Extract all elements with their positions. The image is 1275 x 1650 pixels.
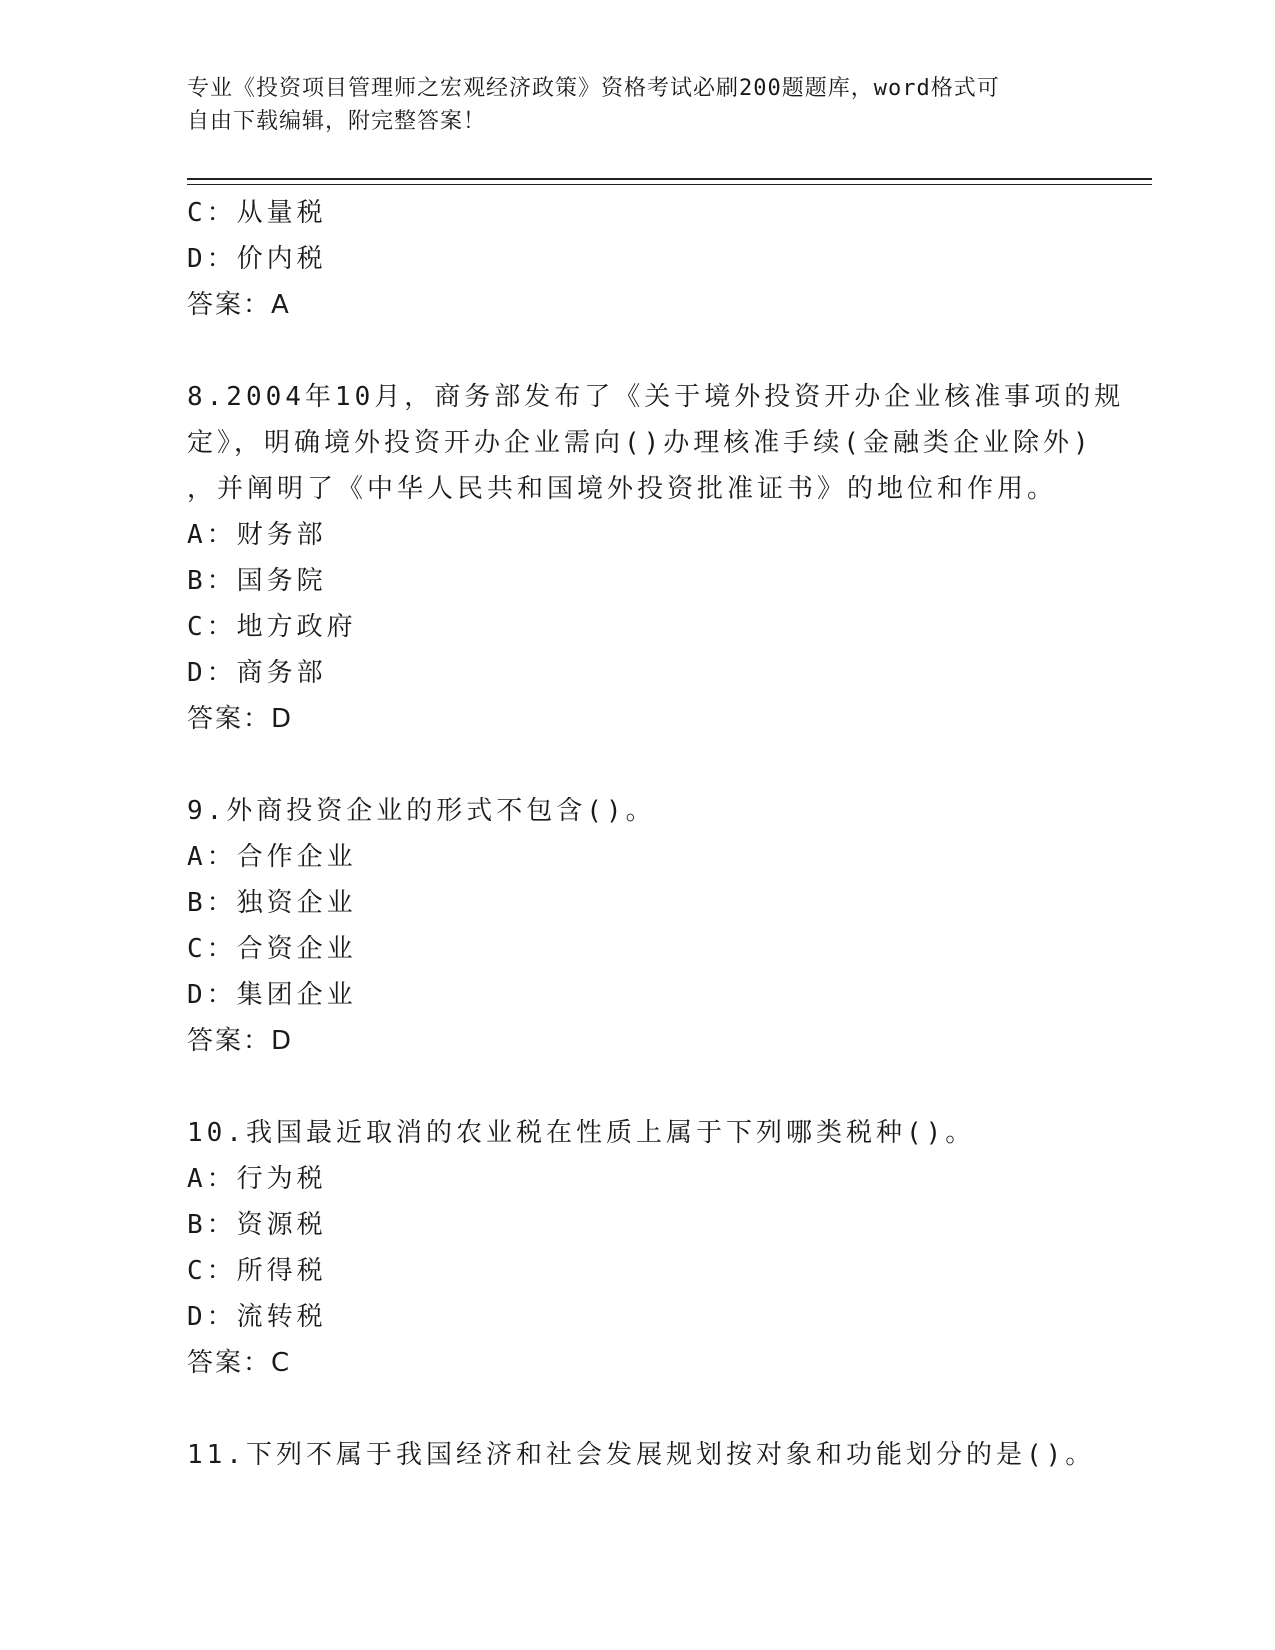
option-d: D：集团企业 — [187, 980, 357, 1010]
answer-line: 答案：C — [187, 1348, 292, 1378]
question-block-prev — [187, 190, 1107, 328]
option-c: C：地方政府 — [187, 612, 357, 642]
option-c: C：合资企业 — [187, 934, 357, 964]
page-header — [187, 72, 1087, 138]
question-block-11 — [187, 1432, 1107, 1478]
answer-line: 答案：A — [187, 290, 291, 320]
question-stem-line: 8.2004年10月，商务部发布了《关于境外投资开办企业核准事项的规 — [187, 382, 1125, 412]
question-block-8 — [187, 374, 1125, 742]
option-d: D：流转税 — [187, 1302, 327, 1332]
header-rule-thin — [187, 184, 1152, 185]
option-a: A：合作企业 — [187, 842, 357, 872]
answer-line: 答案：D — [187, 1026, 294, 1056]
option-a: A：财务部 — [187, 520, 327, 550]
option-c: C：从量税 — [187, 198, 327, 228]
question-block-9 — [187, 788, 1107, 1064]
question-block-10 — [187, 1110, 1107, 1386]
question-stem-line: 9.外商投资企业的形式不包含()。 — [187, 796, 656, 826]
option-d: D：商务部 — [187, 658, 327, 688]
option-b: B：资源税 — [187, 1210, 327, 1240]
question-list — [187, 190, 1125, 1478]
option-d: D：价内税 — [187, 244, 327, 274]
spacer — [187, 328, 1107, 374]
spacer — [187, 1386, 1107, 1432]
spacer — [187, 742, 1107, 788]
spacer — [187, 1064, 1107, 1110]
option-c: C：所得税 — [187, 1256, 327, 1286]
question-stem-line: 10.我国最近取消的农业税在性质上属于下列哪类税种()。 — [187, 1118, 976, 1148]
option-b: B：独资企业 — [187, 888, 357, 918]
question-stem-line: ，并阐明了《中华人民共和国境外投资批准证书》的地位和作用。 — [187, 474, 1058, 504]
header-line-2: 自由下载编辑，附完整答案！ — [187, 109, 487, 134]
header-line-1: 专业《投资项目管理师之宏观经济政策》资格考试必刷200题题库，word格式可 — [187, 76, 1000, 101]
question-stem-line: 11.下列不属于我国经济和社会发展规划按对象和功能划分的是()。 — [187, 1440, 1096, 1470]
option-b: B：国务院 — [187, 566, 327, 596]
question-stem-line: 定》，明确境外投资开办企业需向()办理核准手续(金融类企业除外) — [187, 428, 1093, 458]
option-a: A：行为税 — [187, 1164, 327, 1194]
answer-line: 答案：D — [187, 704, 294, 734]
header-rule-thick — [187, 178, 1152, 180]
